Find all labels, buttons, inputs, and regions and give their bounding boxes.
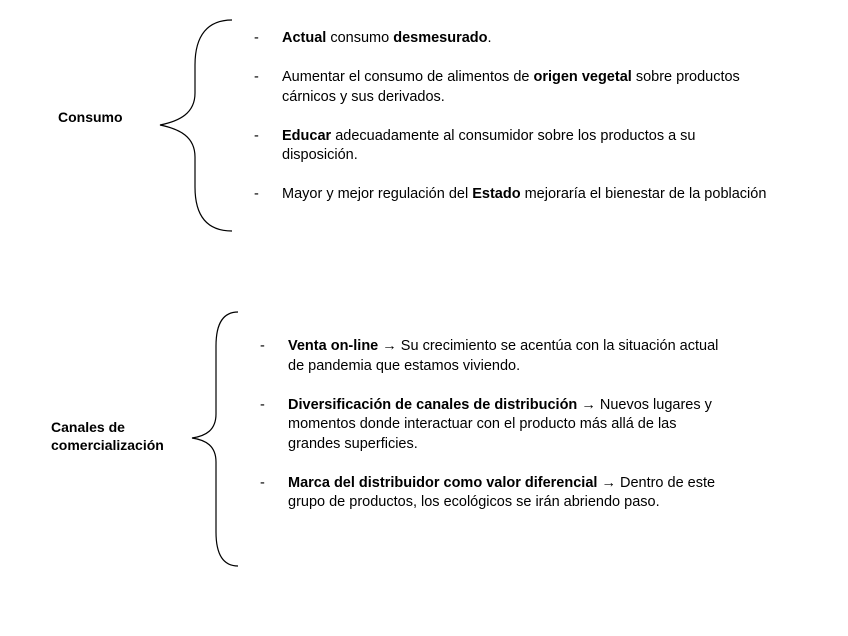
consumo-item — [254, 127, 774, 166]
item-bold-text: Diversificación de canales de distribución — [288, 396, 578, 413]
item-text: → Nuevos lugares y momentos donde interactuar con el producto más allá de las grandes superficies. — [288, 396, 712, 452]
item-text: Aumentar el consumo de alimentos de — [282, 69, 534, 85]
item-bold-text: Marca del distribuidor como valor diferencial — [288, 474, 598, 491]
item-text: → Su crecimiento se acentúa con la situación actual de pandemia que estamos viviendo. — [288, 338, 719, 374]
bullet-dash: - — [254, 30, 259, 46]
bullet-dash: - — [260, 396, 265, 413]
bullet-dash: - — [254, 186, 259, 202]
consumo-list — [254, 29, 774, 224]
canales-brace — [186, 306, 246, 572]
item-bold-text: desmesurado — [393, 30, 488, 46]
bullet-dash: - — [254, 127, 259, 144]
item-text: consumo — [326, 30, 394, 46]
item-text: mejoraría el bienestar de la población — [520, 186, 767, 202]
bullet-dash: - — [254, 69, 259, 85]
consumo-item — [254, 185, 774, 205]
item-text: → Dentro de este grupo de productos, los ecológicos se irán abriendo paso. — [288, 474, 716, 510]
item-bold-text: Educar — [282, 127, 332, 144]
canales-label — [51, 418, 164, 454]
item-bold-text: Venta on-line — [288, 338, 379, 354]
item-bold-text: Actual — [282, 30, 327, 46]
canales-label-line1: Canales de — [51, 419, 125, 435]
canales-item — [260, 396, 730, 455]
item-text: . — [487, 30, 492, 46]
consumo-item — [254, 68, 774, 107]
canales-list — [260, 337, 730, 532]
consumo-brace — [150, 15, 240, 237]
bullet-dash: - — [260, 338, 265, 354]
consumo-item — [254, 29, 774, 49]
bullet-dash: - — [260, 474, 265, 491]
canales-item — [260, 337, 730, 376]
item-bold-text: Estado — [472, 186, 521, 202]
item-text: adecuadamente al consumidor sobre los productos a su disposición. — [282, 127, 696, 163]
consumo-label: Consumo — [58, 109, 123, 125]
canales-label-line2: comercialización — [51, 437, 164, 453]
canales-item — [260, 474, 730, 513]
item-bold-text: origen vegetal — [533, 69, 632, 85]
item-text: sobre productos cárnicos y sus derivados. — [282, 69, 740, 105]
item-text: Mayor y mejor regulación del — [282, 186, 473, 202]
